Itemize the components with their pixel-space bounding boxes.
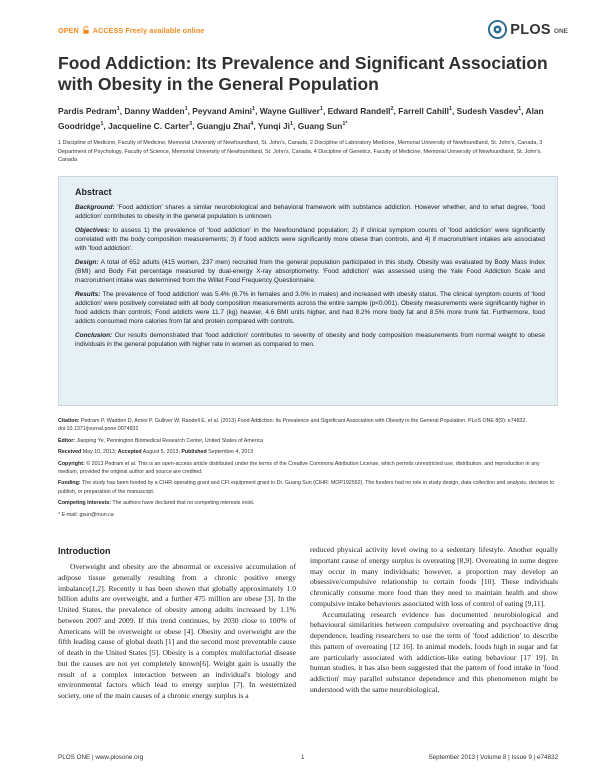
journal-name: PLOS: [510, 21, 551, 38]
abstract-conclusion: [75, 331, 545, 349]
intro-paragraph-1: reduced physical activity level owing to a sedentary lifestyle. Another equally important cause of energy surplus is overeating [8,9]. Overeating in some degree may occur in many individuals; however, a proportion may develop an obsessive/compulsive relationship to certain foods [10]. These individuals chronically consume more food than they need to maintain health and show compulsive intake behaviours associated with loss of control of eating [9,11].: [310, 545, 558, 608]
competing-label: Competing Interests:: [58, 500, 111, 507]
results-text: The prevalence of 'food addiction' was 5.4% (6.7% in females and 3.0% in males) and increased with obesity status. The clinical symptom counts of 'food addiction' were positively correlated with all body composition measurements across the entire sample (p<0.001). Obesity measurements were significantly higher in food addicts than controls; Food addicts were 11.7 (kg) heavier, 4.6 BMI units higher, and had 8.2% more body fat and 8.5% more trunk fat. Furthermore, food addicts consumed more calories from fat and protein compared with controls.: [75, 290, 545, 325]
design-label: Design:: [75, 258, 99, 266]
author-affiliation-mark: 1: [252, 106, 256, 112]
abstract-objectives: [75, 226, 545, 253]
published-date: September 4, 2013: [206, 449, 254, 456]
author-name: Danny Wadden: [124, 105, 185, 116]
author-name: Alan Goodridge: [58, 105, 544, 131]
copyright-label: Copyright:: [58, 460, 85, 467]
article-title: Food Addiction: Its Prevalence and Significant Association with Obesity in the General Population: [58, 53, 548, 94]
accepted-label: Accepted: [117, 449, 142, 456]
author-affiliation-mark: 1: [100, 120, 104, 127]
open-access-badge[interactable]: [58, 26, 204, 36]
introduction-heading: Introduction: [58, 546, 111, 556]
footer-issue: September 2013 | Volume 8 | Issue 9 | e74832: [428, 754, 558, 761]
author-name: Farrell Cahill: [398, 105, 449, 116]
author-name: Peyvand Amini: [192, 105, 253, 116]
editor-text: Jianping Ye, Pennington Biomedical Research Center, United States of America: [75, 437, 264, 444]
funding: [58, 479, 558, 495]
author-affiliation-mark: 1: [319, 106, 323, 112]
author-affiliation-mark: 2: [390, 106, 394, 112]
conclusion-label: Conclusion:: [75, 331, 113, 339]
published-label: Published: [181, 449, 207, 456]
received-date: May 10, 2013;: [81, 449, 118, 456]
author-affiliation-mark: 1: [448, 106, 452, 112]
citation: [58, 417, 558, 433]
copyright: [58, 460, 558, 476]
author-name: Guang Sun: [297, 120, 343, 131]
design-text: A total of 652 adults (415 women, 237 men) recruited from the general population participated in this study. Obesity was evaluated by Body Mass Index (BMI) and Body Fat percentage measured by dual-energy X-ray absorptiometry. 'Food addiction' was assessed using the Yale Food Addiction Scale and macronutrient intake was determined from the Willet Food Frequency Questionnaire.: [75, 258, 545, 284]
background-label: Background:: [75, 204, 115, 211]
background-text: 'Food addiction' shares a similar neurobiological and behavioral framework with substance addiction. However whether, and to what degree, 'food addiction' contributes to obesity in the general population is unknown.: [75, 204, 545, 221]
abstract-design: [75, 258, 545, 285]
intro-paragraph-2: Accumulating research evidence has documented neurobiological and behavioural similarities between compulsive overeating and psychoactive drug dependence, leading researchers to use the term of 'food addiction' to describe this pattern of overeating [12 16]. In animal models, foods high in sugar and fat are particularly associated with addiction-like eating behaviour [17 19]. In human studies, it has also been suggested that the pattern of food intake in 'food addiction' may parallel substance dependence and this phenomenon might be understood with the same neurobiological,: [310, 609, 558, 694]
author-affiliation-mark: 1*: [342, 120, 348, 127]
page-number: 1: [301, 754, 305, 761]
copyright-text: © 2013 Pedram et al. This is an open-access article distributed under the terms of the Creative Commons Attribution License, which permits unrestricted use, distribution, and reproduction in any medium, provided the original author and source are credited.: [58, 460, 540, 475]
funding-label: Funding:: [58, 480, 81, 487]
objectives-text: to assess 1) the prevalence of 'food addiction' in the Newfoundland population; 2) if clinical symptom counts of 'food addiction' were significantly correlated with the body composition measurements; 3) if food addicts were significantly more obese than controls, and 4) if macronutrient intakes are associated with 'food addiction'.: [75, 226, 545, 252]
abstract-background: [75, 203, 545, 221]
plos-logo[interactable]: [488, 20, 568, 39]
funding-text: The study has been funded by a CIHR operating grant and CFI equipment grant to Dr. Guang Sun (CIHR: MOP192552). The funders had no role in study design, data collection and analysis, decision to publish, or preparation of the manuscript.: [58, 480, 555, 495]
open-label: OPEN: [58, 26, 79, 35]
affiliations: 1 Discipline of Medicine, Faculty of Medicine, Memorial University of Newfoundland, St. John's, Canada, 2 Discipline of Laboratory Medicine, Memorial University of Newfoundland, St. John's, Canada, 3 Department of Psychology, Faculty of Science, Memorial University of Newfoundland, St. John's, Canada, 4 Discipline of Genetics, Faculty of Medicine, Memorial University of Newfoundland, St. John's, Canada: [58, 140, 543, 164]
results-label: Results:: [75, 290, 101, 298]
author-name: Jacqueline C. Carter: [108, 120, 190, 131]
author-affiliation-mark: 3: [189, 120, 193, 127]
author-name: Edward Randell: [327, 105, 391, 116]
accepted-date: August 5, 2013;: [141, 449, 182, 456]
journal-sub: ONE: [553, 28, 568, 35]
objectives-label: Objectives:: [75, 226, 110, 234]
intro-right-column: [310, 545, 558, 696]
corresponding-email[interactable]: * E-mail: gsun@mun.ca: [58, 511, 114, 518]
author-affiliation-mark: 4: [250, 120, 254, 127]
citation-text[interactable]: Pedram P, Wadden D, Amini P, Gulliver W, Randell E, et al. (2013) Food Addiction: Its Prevalence and Significant Association with Obesity in the General Population. PLoS ONE 8(9): e74832. doi:10.1371/journal.pone.0074832: [58, 418, 527, 433]
footer-journal-url[interactable]: PLOS ONE | www.plosone.org: [58, 754, 144, 761]
page-footer: [58, 754, 558, 766]
author-name: Sudesh Vasdev: [456, 105, 519, 116]
intro-left-column: Overweight and obesity are the abnormal or excessive accumulation of adipose tissue generally resulting from a chronic positive energy imbalance[1,2]. Recently it has been shown that globally approximately 1.0 billion adults are overweight, and a further 475 million are obese [3]. In the United States, the prevalence of obesity among adults increased by 1.1% between 2007 and 2009. If this trend continues, by 2030 close to 100% of Americans will be overweight or obese [4]. Obesity and overweight are the fifth leading cause of global death [1] and the second most preventable cause of death in the United States [5]. Obesity is a complex multifactorial disease but the causes are not yet completely known[6]. Weight gain is usually the result of a complex interaction between an individual's biology and environmental factors which lead to energy surplus [7]. In westernized society, one of the main causes of a chronic energy surplus is a: [58, 562, 296, 700]
competing-interests: [58, 499, 558, 507]
article-metadata: [58, 417, 558, 522]
access-label: ACCESS: [92, 26, 124, 35]
conclusion-text: Our results demonstrated that 'food addiction' contributes to severity of obesity and body composition measurements from normal weight to obese individuals in the general population with higher rate in women as compared to men.: [75, 331, 545, 348]
author-list: Pardis Pedram$^1$, Danny Wadden$^1$, Peyvand Amini$^1$, Wayne Gulliver$^1$, Edward Randell$^2$, Farrell Cahill$^1$, Sudesh Vasdev$^1$, Alan Goodridge$^1$, Jacqueline C. Carter$^3$, Guangju Zhai$^4$, Yunqi Ji$^1$, Guang Sun$^{1*}$: [58, 105, 544, 131]
author-name: Pardis Pedram: [58, 105, 117, 116]
abstract-body: [75, 203, 545, 353]
author-name: Guangju Zhai: [196, 120, 251, 131]
received-label: Received: [58, 449, 82, 456]
author-affiliation-mark: 1: [116, 106, 120, 112]
editor: [58, 437, 558, 445]
abstract-box: [58, 176, 558, 406]
author-affiliation-mark: 1: [518, 106, 522, 112]
author-name: Wayne Gulliver: [259, 105, 320, 116]
author-affiliation-mark: 1: [184, 106, 188, 112]
dates: [58, 448, 558, 456]
author-name: Yunqi Ji: [257, 120, 290, 131]
open-lock-icon: [83, 26, 89, 36]
plos-logo-icon: [488, 20, 507, 39]
competing-text: The authors have declared that no competing interests exist.: [110, 500, 255, 507]
abstract-heading: Abstract: [75, 187, 112, 197]
citation-label: Citation:: [58, 418, 80, 424]
author-affiliation-mark: 1: [289, 120, 294, 127]
freely-available-label: Freely available online: [125, 26, 205, 35]
abstract-results: [75, 290, 545, 326]
editor-label: Editor:: [58, 437, 76, 444]
journal-header: [58, 20, 568, 42]
